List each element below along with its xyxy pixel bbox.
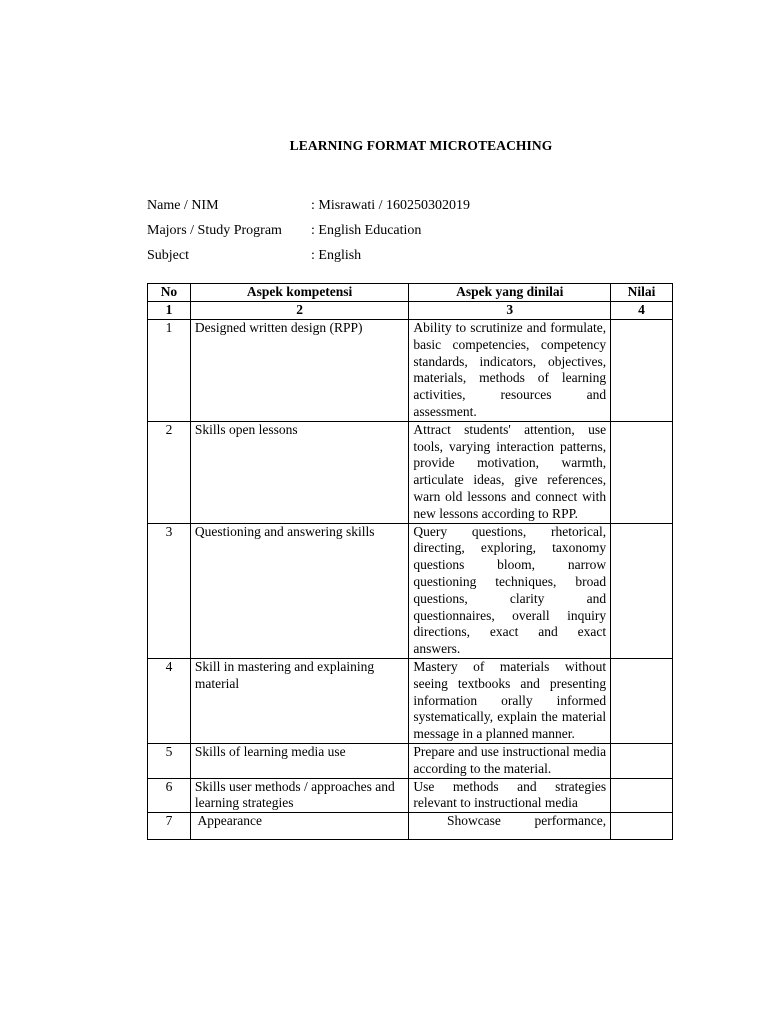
nilai-cell	[611, 743, 673, 778]
field-label: Subject	[147, 248, 189, 263]
table-row	[148, 421, 673, 523]
aspek-dinilai-cell: Prepare and use instructional media according to the material.	[409, 743, 611, 778]
aspek-dinilai-cell: Ability to scrutinize and formulate, basic competencies, competency standards, indicators, objectives, materials, methods of learning activities, resources and assessment.	[409, 320, 611, 422]
row-number: 2	[148, 421, 191, 523]
field-value: : English	[311, 248, 362, 263]
row-number: 1	[148, 320, 191, 422]
column-number: 4	[611, 302, 673, 320]
aspek-kompetensi-cell: Designed written design (RPP)	[190, 320, 408, 422]
table-row	[148, 743, 673, 778]
document-title: LEARNING FORMAT MICROTEACHING	[289, 138, 553, 153]
nilai-cell	[611, 320, 673, 422]
table-column-number-row	[148, 302, 673, 320]
aspek-kompetensi-cell: Skills of learning media use	[190, 743, 408, 778]
aspek-dinilai-cell: Showcase performance,	[409, 813, 611, 840]
column-number: 3	[409, 302, 611, 320]
header-aspek-kompetensi: Aspek kompetensi	[190, 284, 408, 302]
row-number: 7	[148, 813, 191, 840]
nilai-cell	[611, 658, 673, 743]
column-number: 1	[148, 302, 191, 320]
nilai-cell	[611, 778, 673, 813]
aspek-kompetensi-cell: Skills open lessons	[190, 421, 408, 523]
table-row	[148, 658, 673, 743]
aspek-kompetensi-cell: Skills user methods / approaches and learning strategies	[190, 778, 408, 813]
nilai-cell	[611, 813, 673, 840]
row-number: 5	[148, 743, 191, 778]
aspek-dinilai-cell: Mastery of materials without seeing textbooks and presenting information orally informed systematically, explain the material message in a planned manner.	[409, 658, 611, 743]
field-label: Majors / Study Program	[147, 223, 282, 238]
header-aspek-yang-dinilai: Aspek yang dinilai	[409, 284, 611, 302]
aspek-kompetensi-cell: Skill in mastering and explaining material	[190, 658, 408, 743]
table-header-row	[148, 284, 673, 302]
table-row	[148, 523, 673, 658]
row-number: 3	[148, 523, 191, 658]
header-nilai: Nilai	[611, 284, 673, 302]
field-value: : Misrawati / 160250302019	[311, 198, 471, 213]
row-number: 6	[148, 778, 191, 813]
table-row	[148, 813, 673, 840]
nilai-cell	[611, 523, 673, 658]
table-row	[148, 778, 673, 813]
table-row	[148, 320, 673, 422]
aspek-kompetensi-cell: Appearance	[190, 813, 408, 840]
field-label: Name / NIM	[147, 198, 219, 213]
aspek-dinilai-cell: Attract students' attention, use tools, varying interaction patterns, provide motivation, warmth, articulate ideas, give references, warn old lessons and connect with new lessons according to RPP.	[409, 421, 611, 523]
aspek-kompetensi-cell: Questioning and answering skills	[190, 523, 408, 658]
nilai-cell	[611, 421, 673, 523]
header-no: No	[148, 284, 191, 302]
field-value: : English Education	[311, 223, 422, 238]
assessment-table	[147, 283, 673, 840]
aspek-dinilai-cell: Use methods and strategies relevant to instructional media	[409, 778, 611, 813]
column-number: 2	[190, 302, 408, 320]
row-number: 4	[148, 658, 191, 743]
aspek-dinilai-cell: Query questions, rhetorical, directing, exploring, taxonomy questions bloom, narrow questioning techniques, broad questions, clarity and questionnaires, overall inquiry directions, exact and exact answers.	[409, 523, 611, 658]
